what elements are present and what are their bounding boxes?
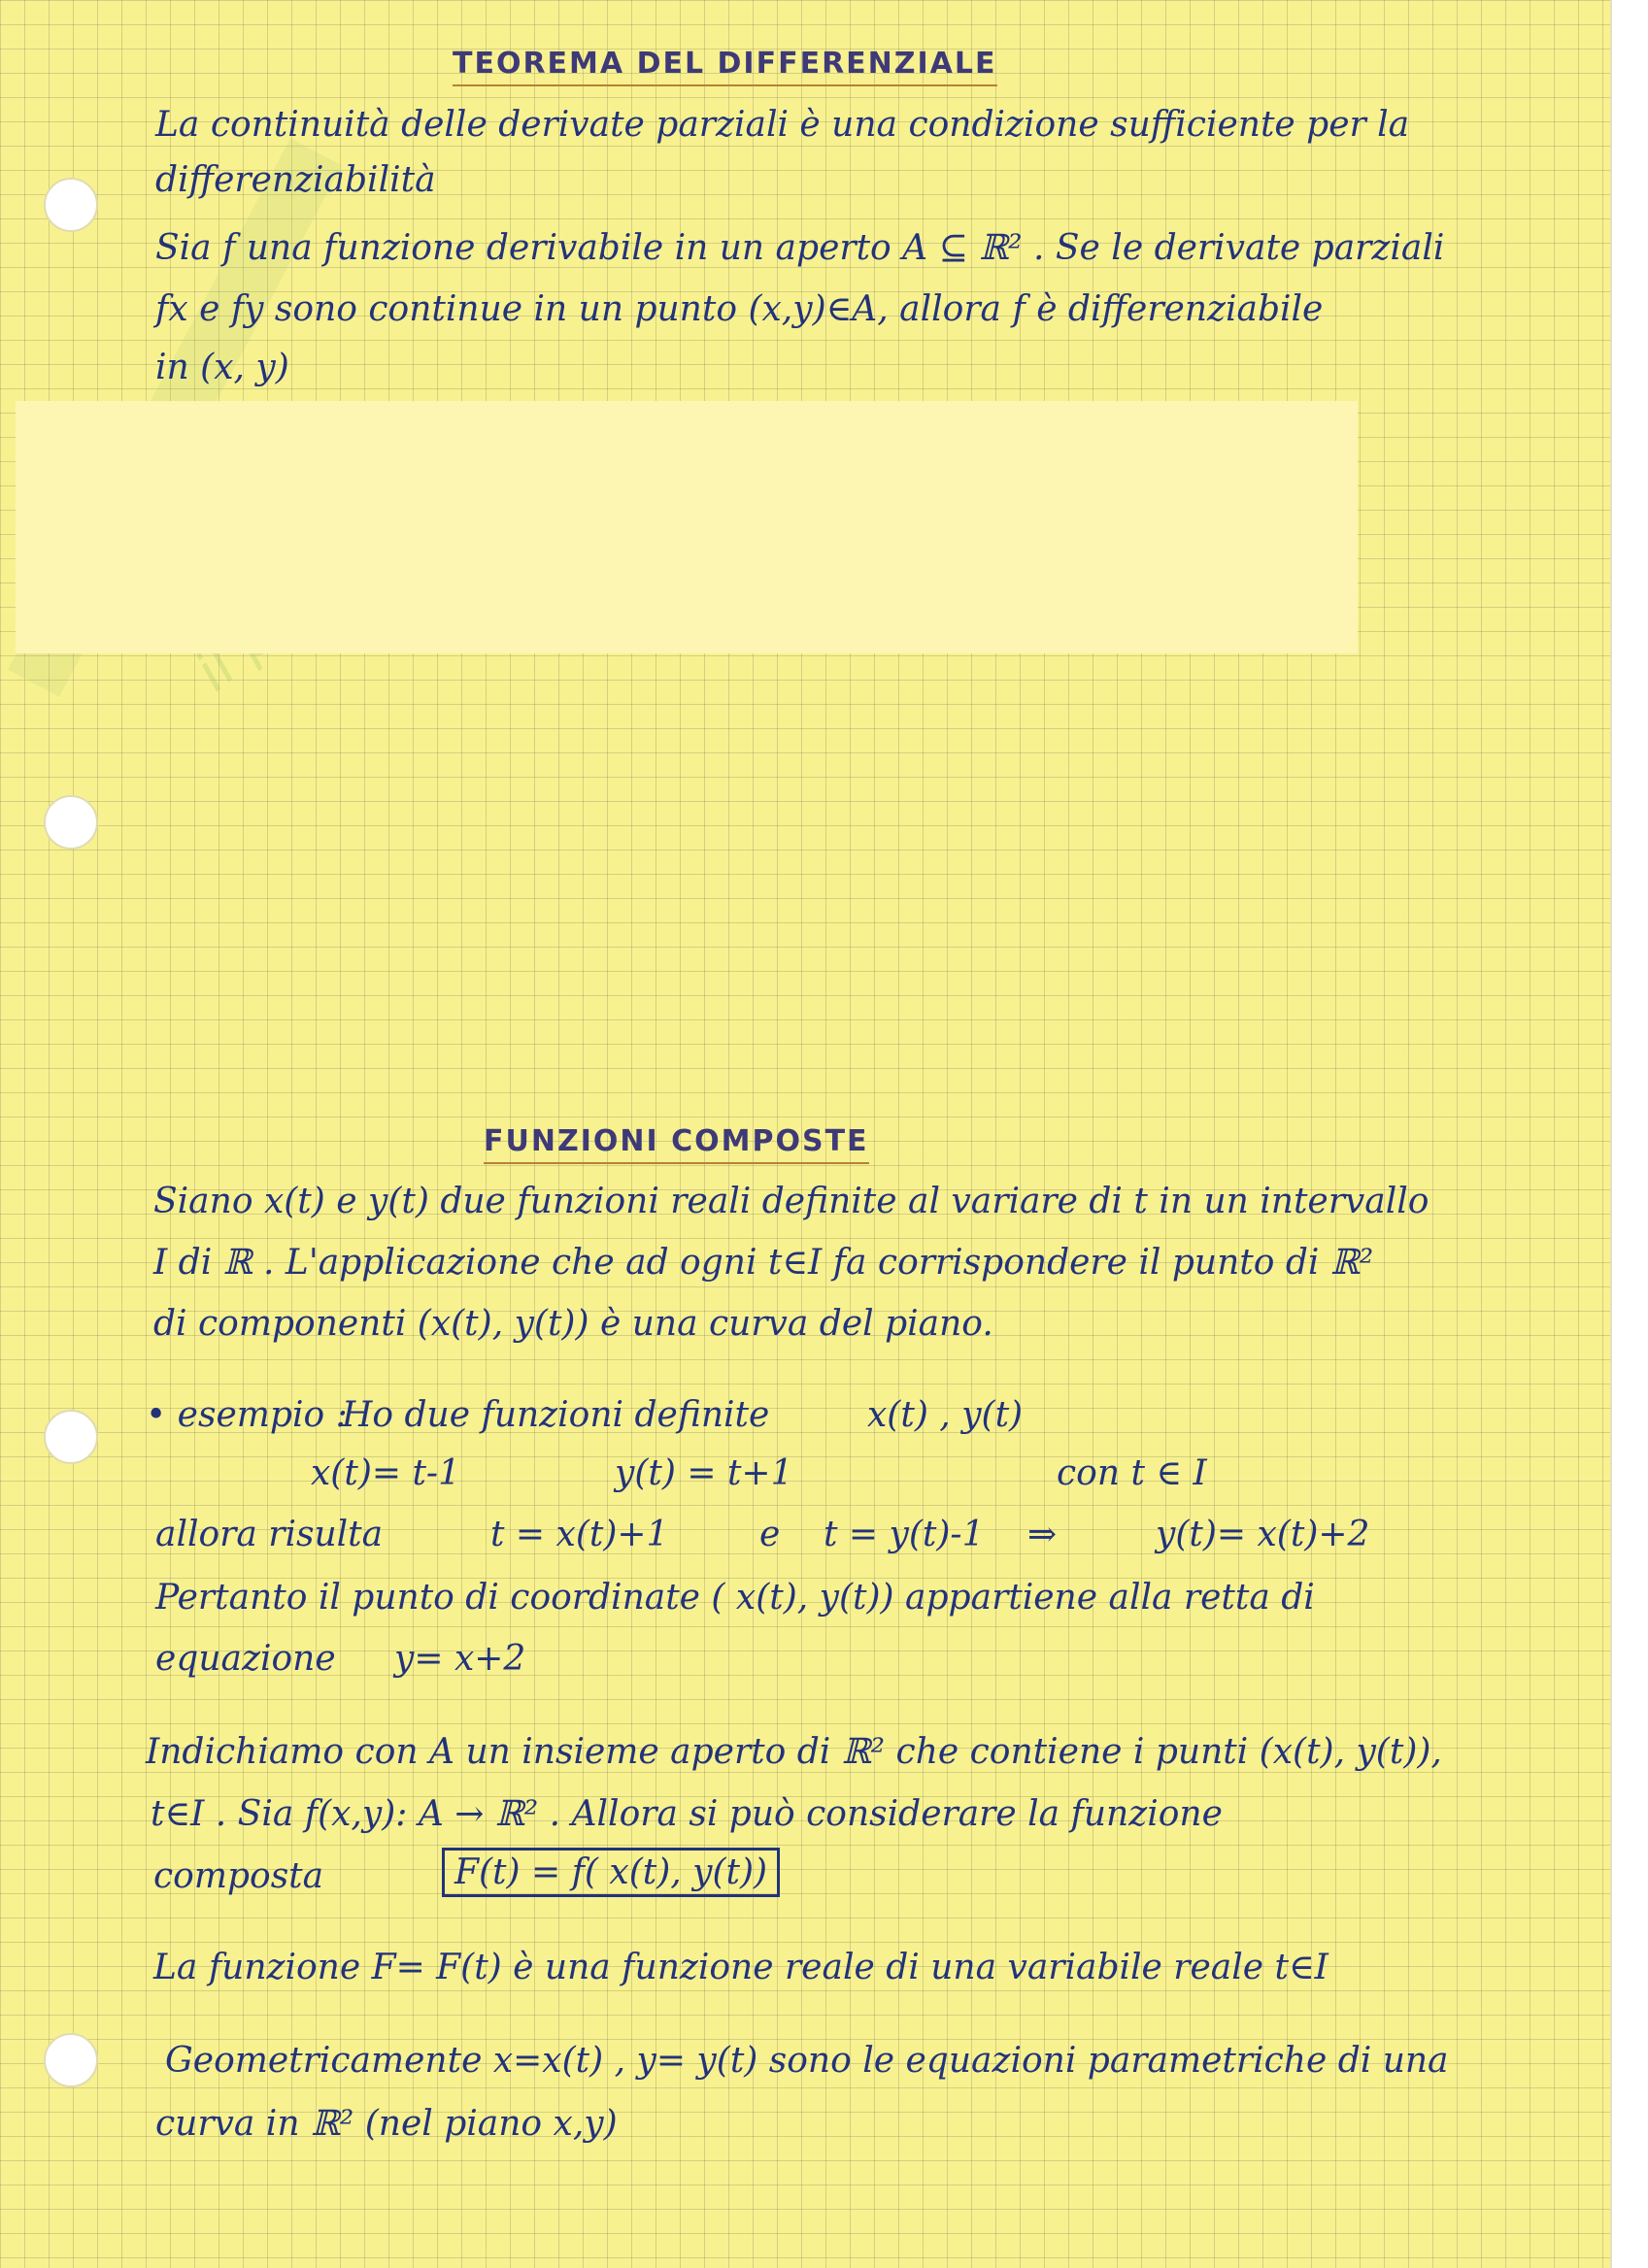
composite-formula-box: F(t) = f( x(t), y(t)) (442, 1848, 780, 1897)
composite-label: composta (153, 1856, 324, 1896)
result-t2: t = y(t)-1 (824, 1515, 985, 1554)
equation-label: equazione (155, 1639, 336, 1679)
binder-hole (44, 795, 98, 850)
redacted-area (16, 401, 1358, 653)
domain-statement: con t ∈ I (1057, 1453, 1207, 1493)
section-title-funzioni-composte: FUNZIONI COMPOSTE (484, 1124, 869, 1164)
text-line: La funzione F= F(t) è una funzione reale di una variabile reale t∈I (153, 1948, 1328, 1987)
line-equation: y= x+2 (394, 1639, 526, 1679)
text-line: t∈I . Sia f(x,y): A → ℝ² . Allora si può considerare la funzione (151, 1794, 1223, 1834)
text-line: Pertanto il punto di coordinate ( x(t), y(t)) appartiene alla retta di (155, 1578, 1315, 1618)
example-functions: x(t) , y(t) (867, 1395, 1024, 1435)
example-label: • esempio : (146, 1395, 348, 1435)
section-title-differenziale: TEOREMA DEL DIFFERENZIALE (453, 47, 997, 86)
text-line: Sia f una funzione derivabile in un aperto A ⊆ ℝ² . Se le derivate parziali (155, 228, 1445, 268)
text-line: in (x, y) (155, 348, 289, 387)
page-edge (1610, 0, 1648, 2268)
text-line: La continuità delle derivate parziali è una condizione sufficiente per la (155, 105, 1410, 145)
text-line: di componenti (x(t), y(t)) è una curva del piano. (153, 1304, 993, 1344)
equation-x: x(t)= t-1 (311, 1453, 461, 1493)
equation-y: y(t) = t+1 (615, 1453, 793, 1493)
result-label: allora risulta (155, 1515, 384, 1554)
example-intro: Ho due funzioni definite (342, 1395, 770, 1435)
result-final: y(t)= x(t)+2 (1156, 1515, 1370, 1554)
text-line: Siano x(t) e y(t) due funzioni reali definite al variare di t in un intervallo (153, 1182, 1429, 1221)
result-and: e (759, 1515, 781, 1554)
text-line: fx e fy sono continue in un punto (x,y)∈A, allora f è differenziabile (155, 289, 1324, 329)
binder-hole (44, 1410, 98, 1464)
text-line: I di ℝ . L'applicazione che ad ogni t∈I fa corrispondere il punto di ℝ² (153, 1243, 1374, 1283)
text-line: Geometricamente x=x(t) , y= y(t) sono le equazioni parametriche di una (165, 2041, 1449, 2081)
text-line: curva in ℝ² (nel piano x,y) (155, 2104, 618, 2144)
implies-arrow: ⇒ (1027, 1515, 1058, 1554)
result-t1: t = x(t)+1 (490, 1515, 669, 1554)
binder-hole (44, 2033, 98, 2087)
text-line: differenziabilità (155, 160, 436, 200)
text-line: Indichiamo con A un insieme aperto di ℝ² che contiene i punti (x(t), y(t)), (146, 1732, 1442, 1772)
binder-hole (44, 178, 98, 232)
